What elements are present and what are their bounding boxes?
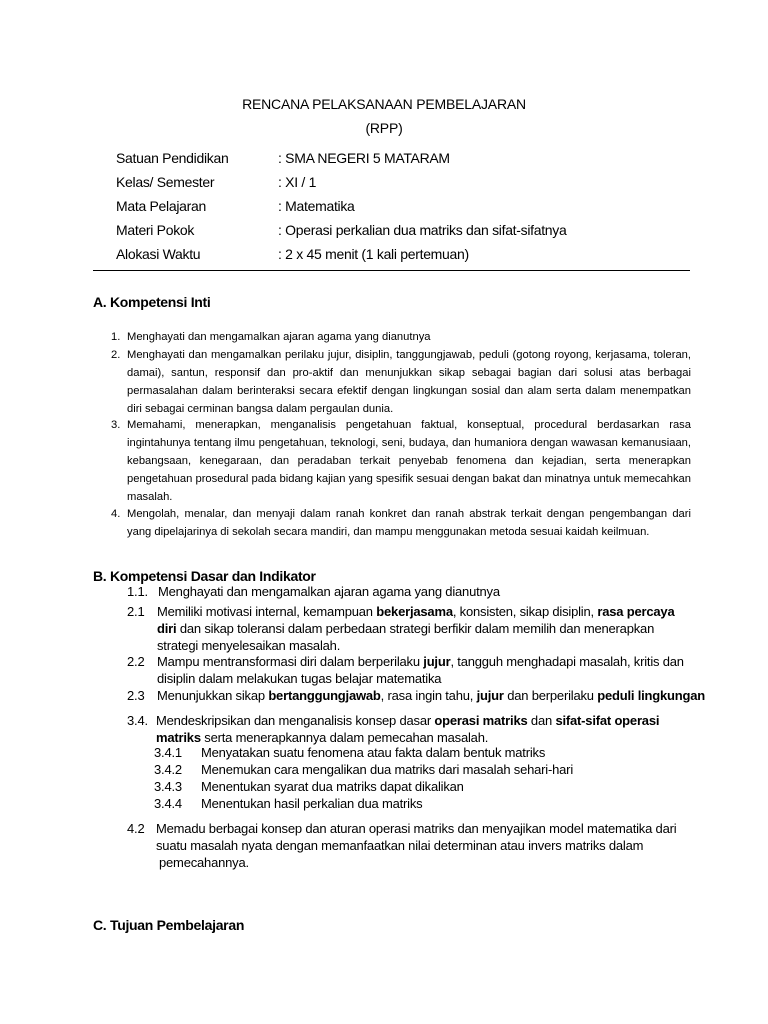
header-divider bbox=[93, 270, 690, 271]
kd-keyword: jujur bbox=[476, 688, 504, 703]
meta-value: : Matematika bbox=[278, 198, 355, 214]
kd-text-part: dan bbox=[527, 713, 556, 728]
kd-4-2 bbox=[127, 820, 697, 871]
meta-label: Mata Pelajaran bbox=[116, 198, 206, 214]
kd-keyword: peduli lingkungan bbox=[597, 688, 706, 703]
ki-item-1 bbox=[111, 328, 691, 346]
ki-text: Mengolah, menalar, dan menyaji dalam ranah konkret dan ranah abstrak terkait dengan pengembangan dari yang dipelajarinya di sekolah secara mandiri, dan mampu menggunakan metoda sesuai kaidah keilmuan. bbox=[127, 508, 691, 538]
document-subtitle: (RPP) bbox=[365, 120, 403, 136]
kd-text-line: suatu masalah nyata dengan memanfaatkan nilai determinan atau invers matriks dalam bbox=[156, 838, 644, 853]
kd-number: 2.3 bbox=[127, 688, 145, 703]
kd-text-part: dan berperilaku bbox=[503, 688, 598, 703]
indicator-text: Menyatakan suatu fenomena atau fakta dalam bentuk matriks bbox=[201, 745, 546, 760]
indicator-number: 3.4.4 bbox=[154, 796, 182, 811]
indicator-number: 3.4.3 bbox=[154, 779, 182, 794]
meta-label: Alokasi Waktu bbox=[116, 246, 201, 262]
kd-text: Menghayati dan mengamalkan ajaran agama yang dianutnya bbox=[158, 584, 500, 599]
kd-text-line: Memadu berbagai konsep dan aturan operasi matriks dan menyajikan model matematika dari bbox=[156, 821, 677, 836]
meta-label: Kelas/ Semester bbox=[116, 174, 215, 190]
indicator-number: 3.4.2 bbox=[154, 762, 182, 777]
meta-value: : SMA NEGERI 5 MATARAM bbox=[278, 150, 450, 166]
kd-text-part: , konsisten, sikap disiplin, bbox=[452, 604, 598, 619]
ki-number: 2. bbox=[111, 349, 121, 361]
indicator-text: Menentukan hasil perkalian dua matriks bbox=[201, 796, 423, 811]
ki-number: 3. bbox=[111, 419, 121, 431]
kd-text-part: , rasa ingin tahu, bbox=[380, 688, 477, 703]
kd-text-part: serta menerapkannya dalam pemecahan masalah. bbox=[200, 730, 489, 745]
kd-text bbox=[156, 712, 667, 746]
ki-number: 1. bbox=[111, 331, 121, 343]
kd-number: 2.1 bbox=[127, 604, 145, 619]
meta-value: : 2 x 45 menit (1 kali pertemuan) bbox=[278, 246, 469, 262]
section-c-heading: C. Tujuan Pembelajaran bbox=[93, 917, 245, 933]
ki-number: 4. bbox=[111, 508, 121, 520]
document-title: RENCANA PELAKSANAAN PEMBELAJARAN bbox=[242, 96, 526, 112]
indicator-text: Menemukan cara mengalikan dua matriks dari masalah sehari-hari bbox=[201, 762, 574, 777]
kd-2-3 bbox=[127, 687, 706, 704]
ki-item-4 bbox=[111, 505, 691, 541]
kd-text-part: Menunjukkan sikap bbox=[157, 688, 269, 703]
kd-number: 4.2 bbox=[127, 821, 145, 836]
kd-keyword: bekerjasama bbox=[376, 604, 453, 619]
kd-keyword: operasi matriks bbox=[434, 713, 528, 728]
kd-text-line: pemecahannya. bbox=[159, 855, 249, 870]
kd-text-part: Memiliki motivasi internal, kemampuan bbox=[157, 604, 377, 619]
kd-keyword: jujur bbox=[423, 654, 451, 669]
kd-text-part: dan sikap toleransi dalam perbedaan strategi berfikir dalam memilih dan menerapkan strategi menyelesaikan masalah. bbox=[157, 621, 655, 653]
kd-2-1 bbox=[127, 603, 687, 654]
kd-number: 1.1. bbox=[127, 584, 148, 599]
kd-3-4 bbox=[127, 712, 667, 746]
kd-text-part: , tangguh menghadapi masalah, kritis dan disiplin dalam melakukan tugas belajar matematika bbox=[157, 654, 684, 686]
ki-item-3 bbox=[111, 416, 691, 506]
kd-1-1 bbox=[127, 583, 687, 600]
ki-text: Memahami, menerapkan, menganalisis pengetahuan faktual, konseptual, procedural berdasarkan rasa ingintahunya tentang ilmu pengetahuan, teknologi, seni, budaya, dan humaniora dengan wawasan kemanusiaan, kebangsaan, kenegaraan, dan peradaban terkait penyebab fenomena dan kejadian, serta menerapkan pengetahuan prosedural pada bidang kajian yang spesifik sesuai dengan bakat dan minatnya untuk memecahkan masalah. bbox=[127, 419, 691, 503]
kd-2-2 bbox=[127, 653, 692, 687]
meta-label: Materi Pokok bbox=[116, 222, 195, 238]
ki-item-2 bbox=[111, 346, 691, 418]
ki-text: Menghayati dan mengamalkan ajaran agama yang dianutnya bbox=[127, 331, 431, 343]
ki-text: Menghayati dan mengamalkan perilaku jujur, disiplin, tanggungjawab, peduli (gotong royong, kerjasama, toleran, damai), santun, responsif dan pro-aktif dan menunjukkan sikap sebagai bagian dari solusi atas berbagai permasalahan dalam berinteraksi secara efektif dengan lingkungan sosial dan alam serta dalam menempatkan diri sebagai cerminan bangsa dalam pergaulan dunia. bbox=[127, 349, 691, 415]
meta-value: : XI / 1 bbox=[278, 174, 317, 190]
kd-keyword: bertanggungjawab bbox=[268, 688, 381, 703]
kd-text bbox=[157, 603, 687, 654]
kd-keyword: rasa percaya diri bbox=[157, 604, 675, 636]
kd-text-part: Mendeskripsikan dan menganalisis konsep dasar bbox=[156, 713, 435, 728]
kd-text bbox=[157, 687, 706, 704]
section-b-heading: B. Kompetensi Dasar dan Indikator bbox=[93, 568, 316, 584]
indicator-number: 3.4.1 bbox=[154, 745, 182, 760]
meta-value: : Operasi perkalian dua matriks dan sifat-sifatnya bbox=[278, 222, 567, 238]
indicator-text: Menentukan syarat dua matriks dapat dikalikan bbox=[201, 779, 464, 794]
kd-text-part: Mampu mentransformasi diri dalam berperilaku bbox=[157, 654, 424, 669]
meta-label: Satuan Pendidikan bbox=[116, 150, 229, 166]
kd-keyword: sifat-sifat operasi matriks bbox=[156, 713, 660, 745]
kd-number: 3.4. bbox=[127, 713, 148, 728]
kd-text bbox=[157, 653, 692, 687]
section-a-heading: A. Kompetensi Inti bbox=[93, 294, 211, 310]
kd-number: 2.2 bbox=[127, 654, 145, 669]
